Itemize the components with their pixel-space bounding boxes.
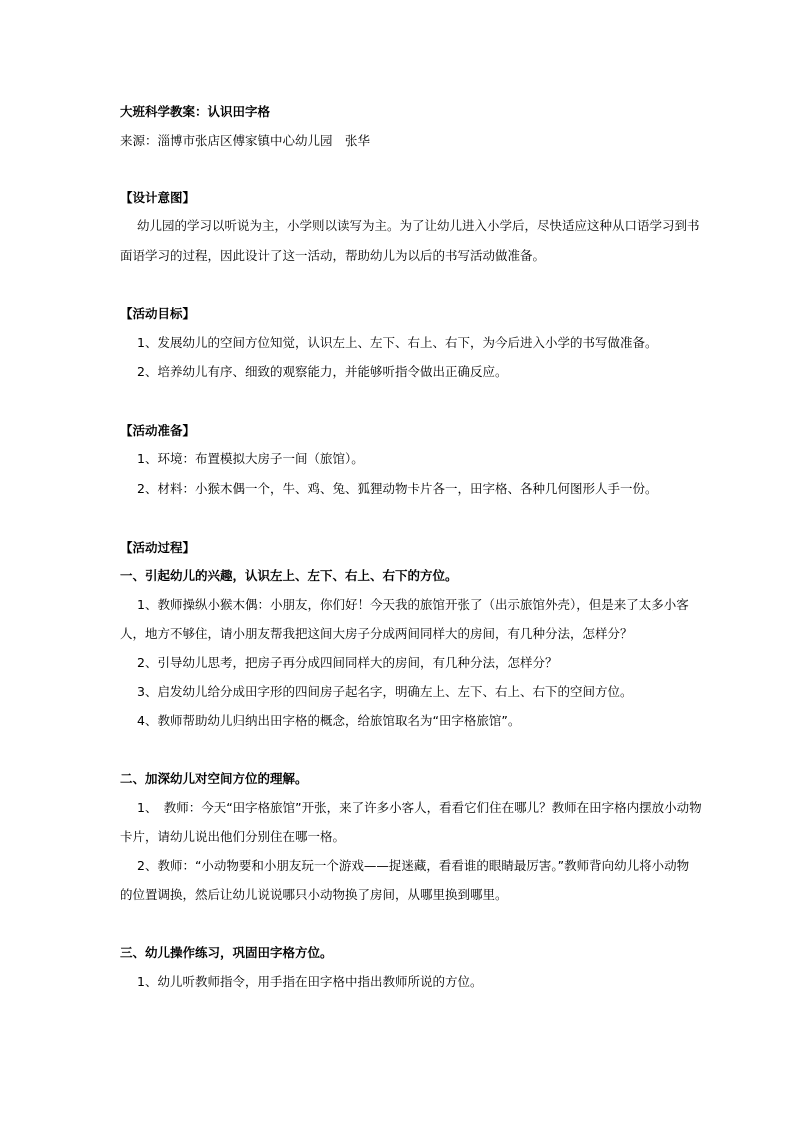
process-part3-heading: 三、幼儿操作练习，巩固田字格方位。 bbox=[120, 945, 333, 960]
process-part1-item4: 4、教师帮助幼儿归纳出田字格的概念，给旅馆取名为“田字格旅馆”。 bbox=[137, 713, 521, 728]
process-part1-heading: 一、引起幼儿的兴趣，认识左上、左下、右上、右下的方位。 bbox=[120, 568, 458, 583]
design-paragraph-line2: 面语学习的过程，因此设计了这一活动，帮助幼儿为以后的书写活动做准备。 bbox=[120, 248, 546, 263]
document-source: 来源：淄博市张店区傅家镇中心幼儿园 张华 bbox=[120, 133, 371, 148]
process-part3-item1: 1、幼儿听教师指令，用手指在田字格中指出教师所说的方位。 bbox=[137, 974, 483, 989]
process-part2-item1-line1: 1、 教师：今天“田字格旅馆”开张，来了许多小客人，看看它们住在哪儿？教师在田字格内摆放小动物 bbox=[137, 800, 702, 815]
process-part1-item1-line1: 1、教师操纵小猴木偶：小朋友，你们好！今天我的旅馆开张了（出示旅馆外壳），但是来了太多小客 bbox=[137, 597, 689, 612]
process-part2-item1-line2: 卡片，请幼儿说出他们分别住在哪一格。 bbox=[120, 829, 346, 844]
design-paragraph-line1: 幼儿园的学习以听说为主，小学则以读写为主。为了让幼儿进入小学后，尽快适应这种从口语学习到书 bbox=[137, 218, 700, 233]
prep-item-1: 1、环境：布置模拟大房子一间（旅馆）。 bbox=[137, 451, 364, 466]
goals-item-1: 1、发展幼儿的空间方位知觉，认识左上、左下、右上、右下，为今后进入小学的书写做准备。 bbox=[137, 335, 658, 350]
process-part1-item3: 3、启发幼儿给分成田字形的四间房子起名字，明确左上、左下、右上、右下的空间方位。 bbox=[137, 684, 633, 699]
process-part1-item2: 2、引导幼儿思考，把房子再分成四间同样大的房间，有几种分法，怎样分？ bbox=[137, 655, 558, 670]
process-part2-item2-line2: 的位置调换，然后让幼儿说说哪只小动物换了房间，从哪里换到哪里。 bbox=[120, 887, 508, 902]
process-part2-heading: 二、加深幼儿对空间方位的理解。 bbox=[120, 771, 308, 786]
goals-heading: 【活动目标】 bbox=[120, 306, 196, 321]
process-part2-item2-line1: 2、教师：“小动物要和小朋友玩一个游戏——捉迷藏，看看谁的眼睛最厉害。”教师背向幼儿将小动物 bbox=[137, 858, 690, 873]
design-heading: 【设计意图】 bbox=[120, 190, 196, 205]
document-title: 大班科学教案：认识田字格 bbox=[120, 104, 271, 119]
prep-item-2: 2、材料：小猴木偶一个，牛、鸡、兔、狐狸动物卡片各一，田字格、各种几何图形人手一份。 bbox=[137, 481, 658, 496]
prep-heading: 【活动准备】 bbox=[120, 423, 196, 438]
goals-item-2: 2、培养幼儿有序、细致的观察能力，并能够听指令做出正确反应。 bbox=[137, 364, 508, 379]
process-part1-item1-line2: 人，地方不够住，请小朋友帮我把这间大房子分成两间同样大的房间，有几种分法，怎样分？ bbox=[120, 626, 633, 641]
process-heading: 【活动过程】 bbox=[120, 540, 196, 555]
